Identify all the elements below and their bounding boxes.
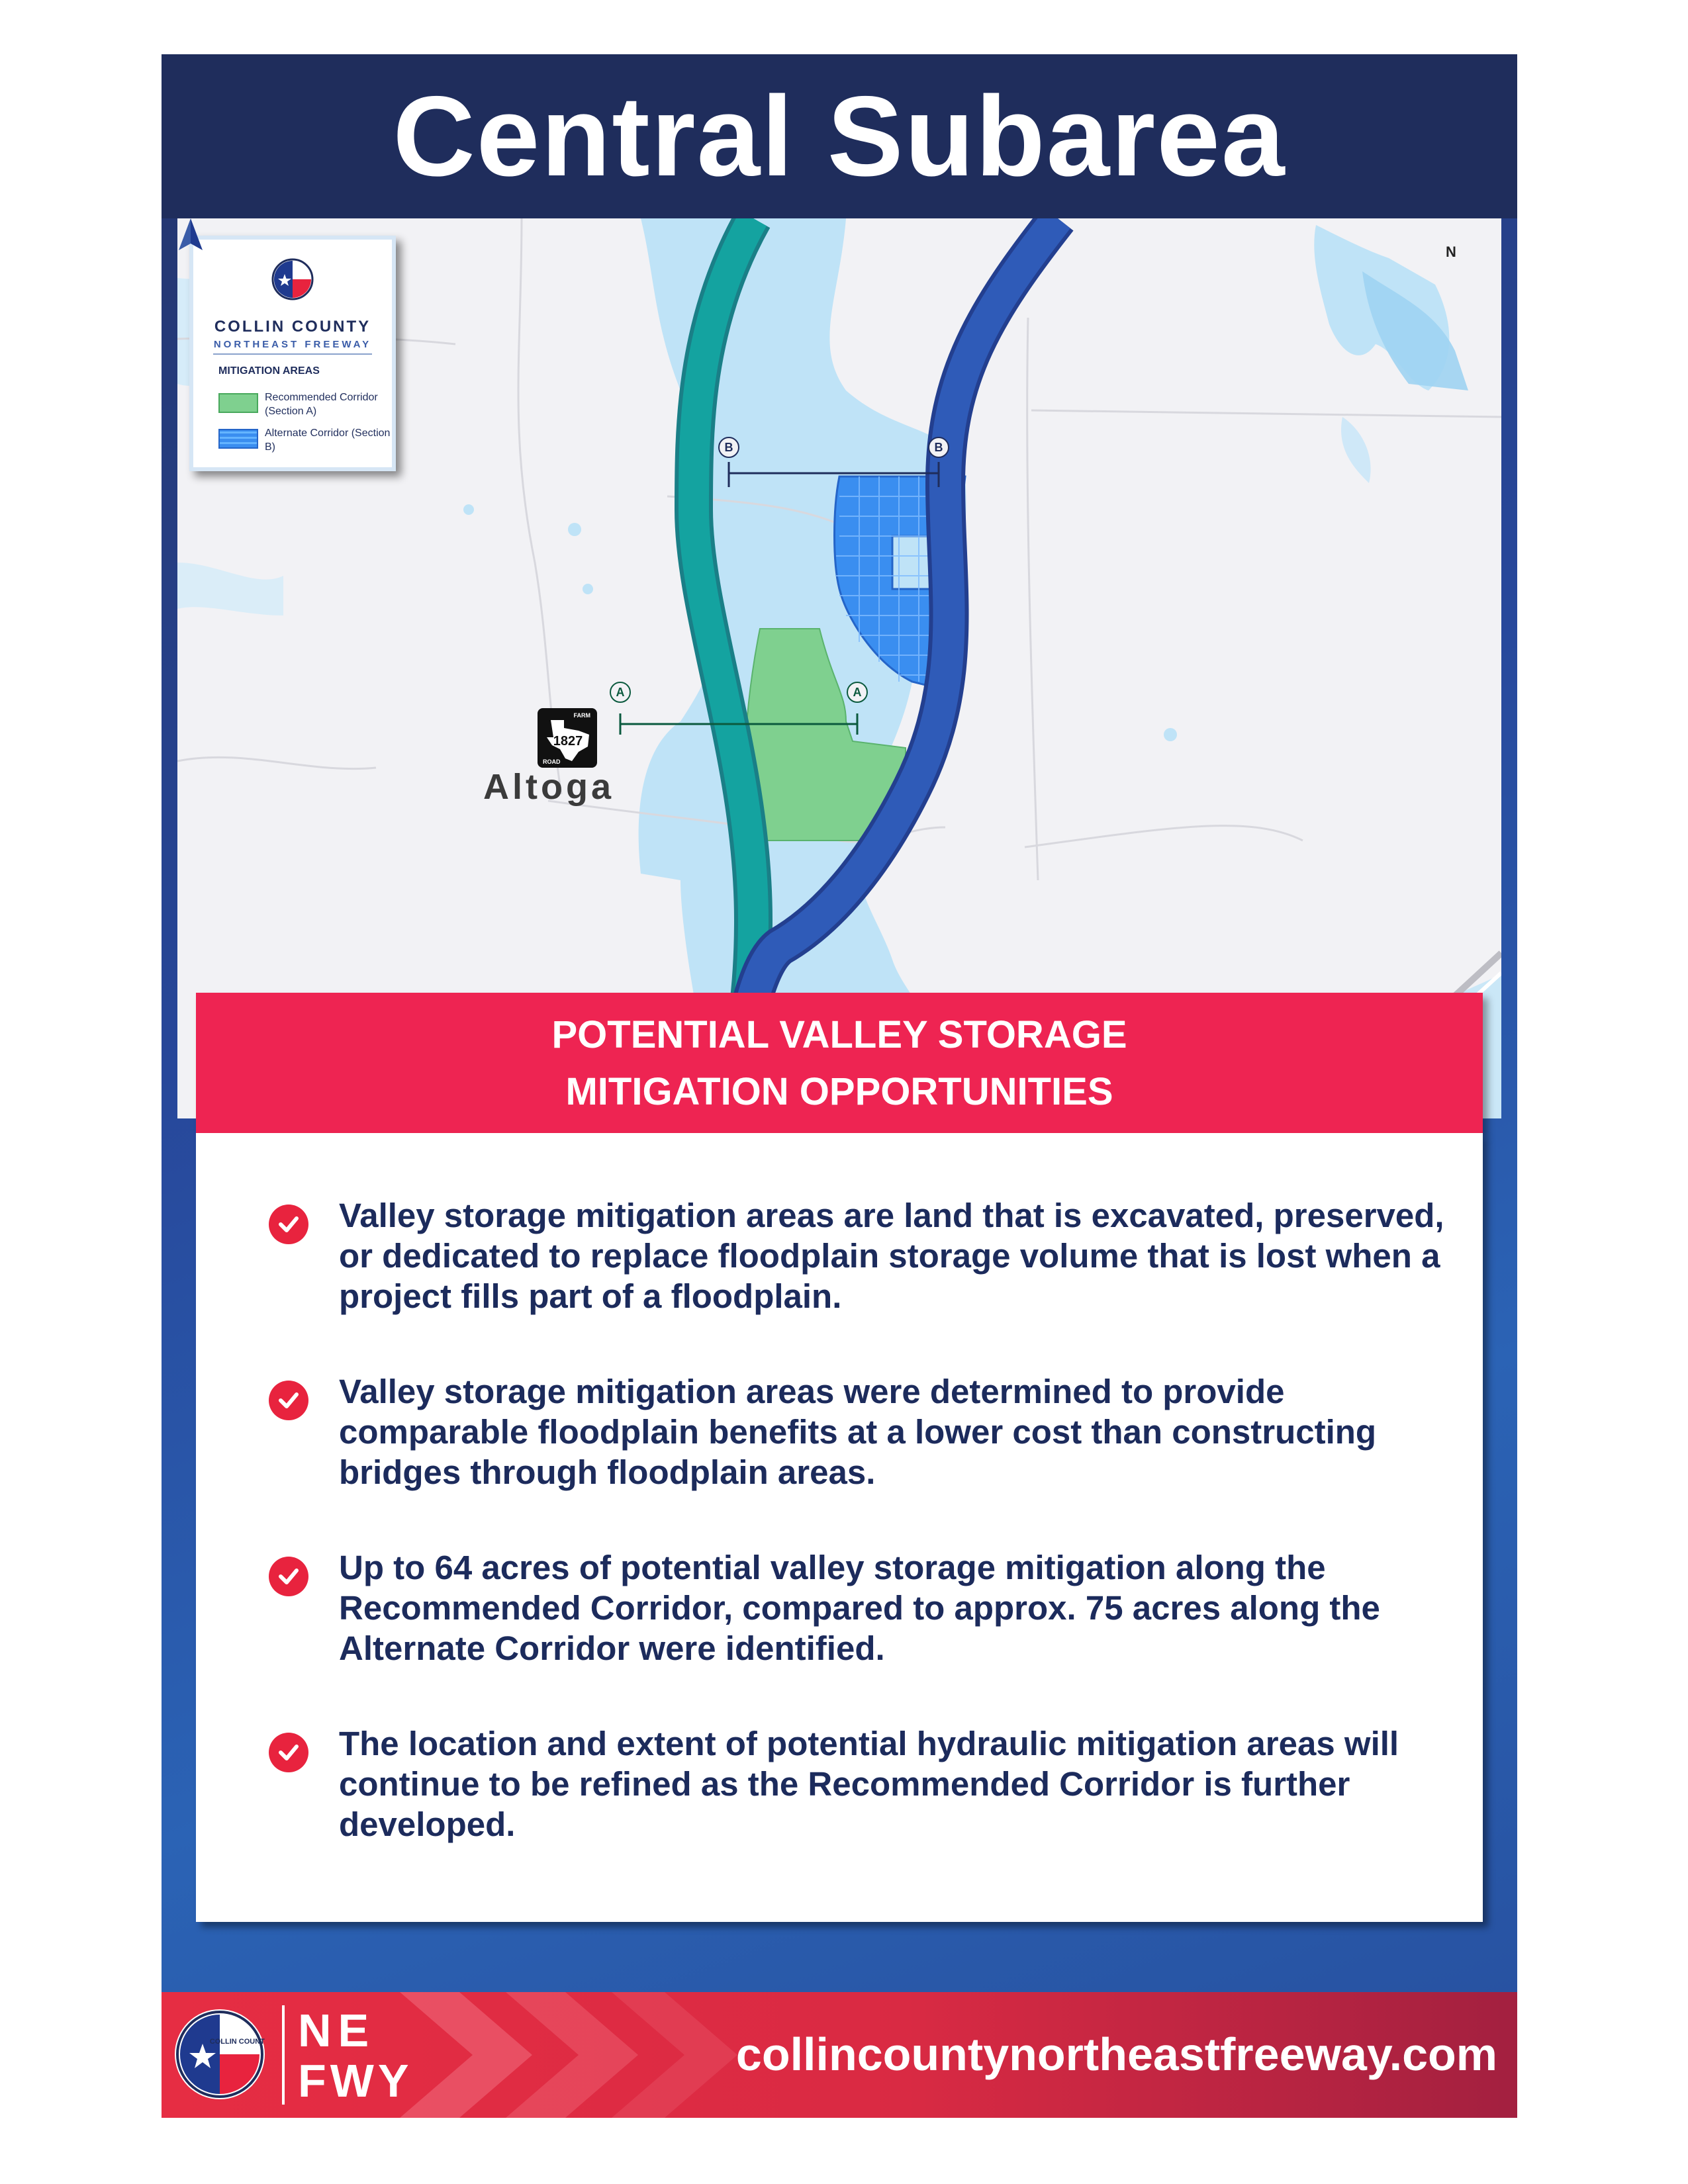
panel-heading-line1: POTENTIAL VALLEY STORAGE: [551, 1013, 1127, 1056]
footer-divider: [282, 2005, 285, 2105]
bullet-text: Valley storage mitigation areas are land that is excavated, preserved, or dedicated to replace floodplain storage volume that is lost when a project fills part of a floodplain.: [339, 1197, 1444, 1315]
legend-swatch-recommended: [218, 393, 258, 413]
legend-divider: [213, 353, 372, 355]
pond: [1164, 728, 1177, 741]
legend-label-recommended: Recommended Corridor (Section A): [265, 392, 378, 417]
town-label: Altoga: [483, 767, 614, 807]
collin-county-seal-icon: [175, 2009, 265, 2099]
pond: [568, 523, 581, 536]
section-marker-b-right: B: [928, 437, 949, 458]
legend-brand: COLLIN COUNTY: [214, 318, 371, 336]
section-marker-b-left: B: [718, 437, 739, 458]
floodplain-area: [177, 563, 283, 615]
pond: [583, 584, 593, 594]
title-band: [162, 54, 1517, 218]
shield-bottom-text: ROAD: [543, 758, 561, 765]
poster: [162, 54, 1517, 2118]
info-panel: [196, 1133, 1483, 1922]
check-icon: [269, 1381, 308, 1420]
bullet-text: Up to 64 acres of potential valley storage mitigation along the Recommended Corridor, compared to approx. 75 acres along the Alternate Corridor were identified.: [339, 1549, 1380, 1667]
footer-fwy: FWY: [298, 2055, 413, 2107]
map-legend: [189, 236, 396, 471]
check-icon: [269, 1205, 308, 1244]
legend-subbrand: NORTHEAST FREEWAY: [213, 339, 372, 350]
texas-farm-road-shield-icon: [538, 708, 597, 768]
shield-number: 1827: [553, 734, 583, 749]
section-marker-a-left: A: [610, 682, 631, 703]
north-label: N: [1446, 244, 1456, 260]
website-link[interactable]: collincountynortheastfreeway.com: [735, 2028, 1497, 2080]
panel-heading-line2: MITIGATION OPPORTUNITIES: [565, 1070, 1113, 1113]
road: [1025, 826, 1303, 847]
map[interactable]: [177, 218, 1501, 1118]
floodplain-area: [1341, 417, 1371, 483]
legend-heading: MITIGATION AREAS: [218, 365, 320, 377]
route-shield: [538, 708, 597, 768]
footer-logo[interactable]: [175, 2009, 265, 2099]
panel-heading: [196, 993, 1483, 1133]
check-icon: [269, 1557, 308, 1596]
road: [1031, 410, 1501, 417]
footer-logo-text: COLLIN COUNTY: [209, 2038, 265, 2046]
road: [177, 757, 376, 768]
page-title: Central Subarea: [393, 73, 1286, 200]
footer: [162, 1992, 1517, 2118]
bullet-text: Valley storage mitigation areas were determined to provide comparable floodplain benefits at a lower cost than constructing bridges through floodplain areas.: [339, 1373, 1377, 1491]
section-marker-a-right: A: [847, 682, 868, 703]
north-arrow-icon: [177, 218, 204, 251]
pond: [463, 504, 474, 515]
footer-ne: NE: [298, 2005, 376, 2056]
check-icon: [269, 1733, 308, 1772]
shield-top-text: FARM: [573, 712, 590, 719]
legend-swatch-alternate: [218, 429, 258, 449]
collin-county-logo-icon: [271, 258, 314, 300]
road: [1027, 318, 1038, 880]
legend-label-alternate: Alternate Corridor (Section B): [265, 428, 391, 453]
bullet-text: The location and extent of potential hydraulic mitigation areas will continue to be refined as the Recommended Corridor is further developed.: [339, 1725, 1399, 1843]
